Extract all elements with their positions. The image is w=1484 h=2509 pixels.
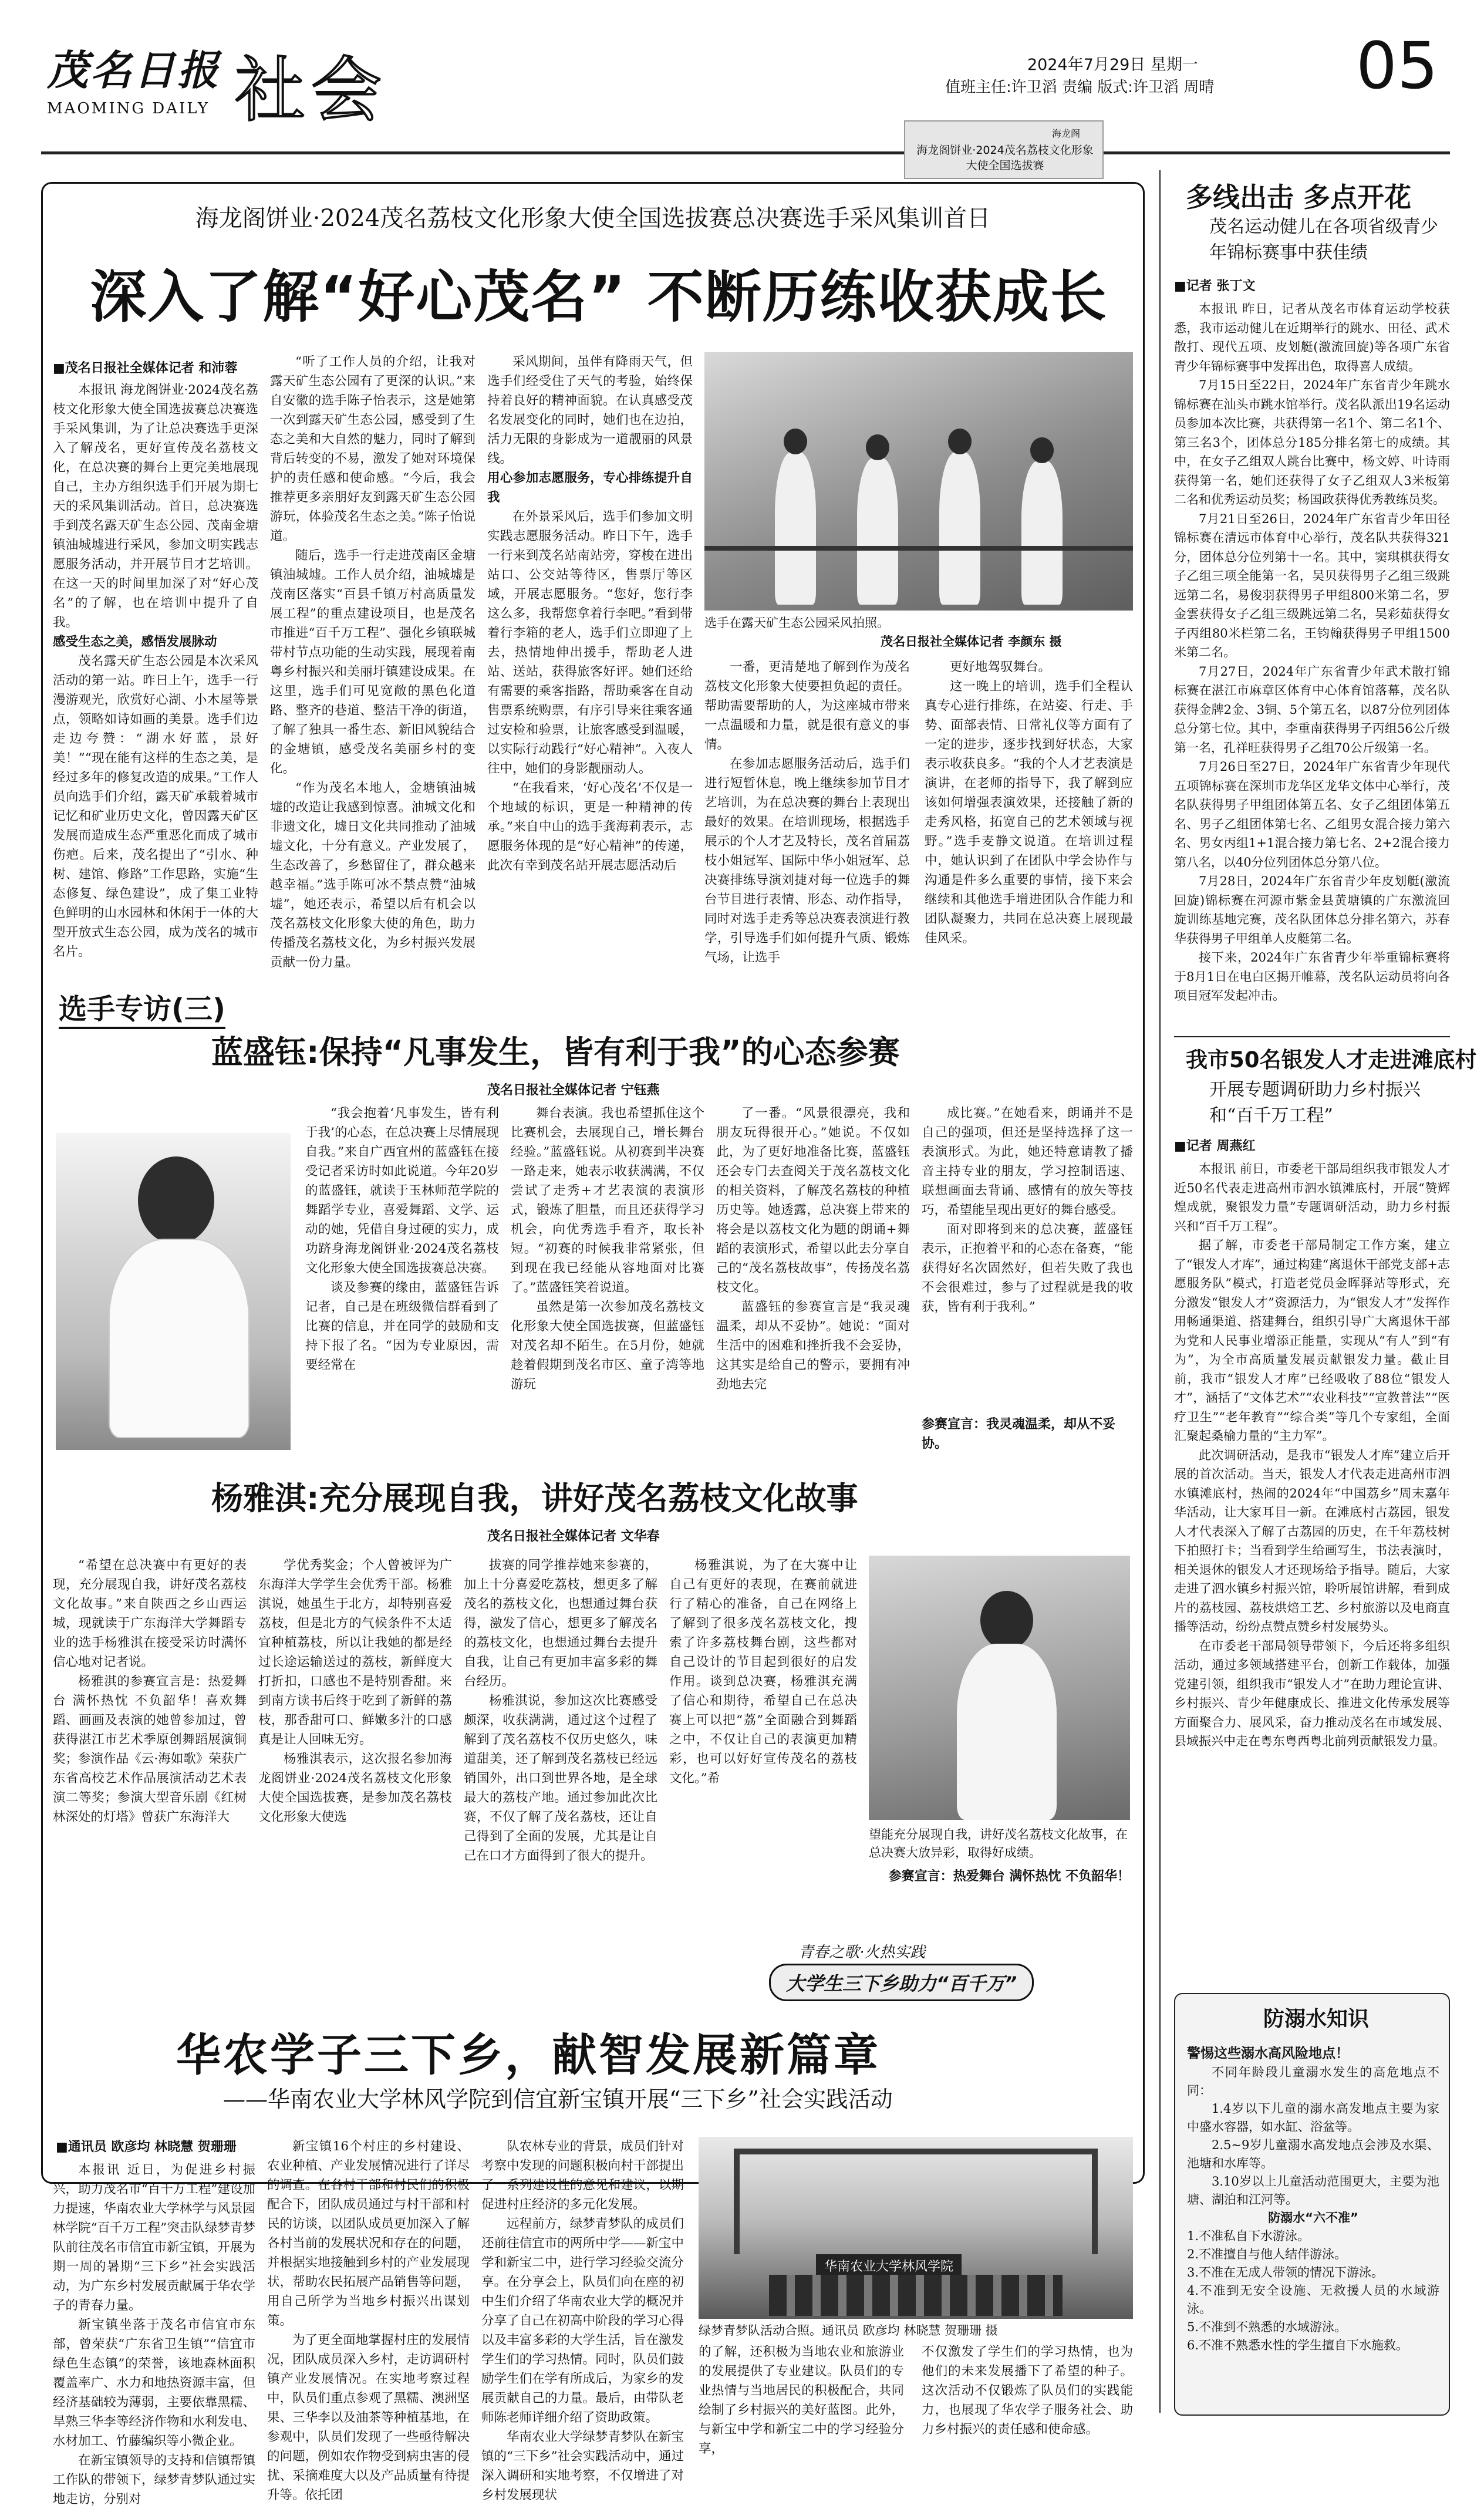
interview-2-portrait [869,1556,1130,1820]
subheading: 用心参加志愿服务，专心排练提升自我 [487,471,693,505]
feature-byline: ■通讯员 欧彦均 林晓慧 贺珊珊 [56,2140,237,2154]
paragraph: 7月21日至26日，2024年广东省青少年田径锦标赛在清远市体育中心举行，茂名队共获得321分，团体总分位列第十一名。其中，窦琪棋获得女子乙组三项全能第一名，吴贝获得男子乙组三级跳远第二名，易俊羽获得男子甲组800米第二名，罗金雲获得女子乙组三级跳远第二名，吴彩茹获得女子丙组80米栏第二名，王钧翰获得男子甲组1500米第二名。 [1174,511,1450,659]
interview-2-col-3 [464,1556,657,1920]
interview-2-motto: 参赛宣言：热爱舞台 满怀热忱 不负韶华！ [888,1869,1130,1884]
page-number: 05 [1356,28,1438,103]
paragraph: “我会抱着‘凡事发生，皆有利于我’的心态，在总决赛上尽情展现自我。”来自广西宜州的蓝盛钰在接受记者采访时如此说道。今年20岁的蓝盛钰，就读于玉林师范学院的舞蹈学专业，喜爱舞蹈、文学、运动的她，凭借自身过硬的实力，成功跻身海龙阁饼业·2024茂名荔枝文化形象大使全国选拔赛总决赛。 [305,1106,499,1276]
paragraph: 在参加志愿服务活动后，选手们进行短暂休息，晚上继续参加节目才艺培训，为在总决赛的舞台上表现出最好的效果。在培训现场，根据选手展示的个人才艺及特长，茂名首届荔枝小姐冠军、国际中华小姐冠军、总决赛排练导演刘捷对每一位选手的舞台节目进行表情、形态、动作指导，同时对选手走秀等总决赛表演进行教学，引导选手们如何提升气质、锻炼气场，让选手 [704,757,910,965]
paragraph: “在我看来，‘好心茂名’不仅是一个地域的标识，更是一种精神的传承。”来自中山的选手龚海莉表示，志愿服务体现的是“好心精神”的传递，此次有幸到茂名站开展志愿活动后 [487,781,693,873]
list-item: 4.不准到无安全设施、无救援人员的水域游泳。 [1187,2284,1439,2316]
event-badge [904,120,1104,179]
interview-1-title: 蓝盛钰:保持“凡事发生，皆有利于我”的心态参赛 [211,1034,900,1071]
silver-talent-subtitle: 开展专题调研助力乡村振兴和“百千万工程” [1209,1080,1421,1126]
paragraph: 本报讯 海龙阁饼业·2024茂名荔枝文化形象大使全国选拔赛总决赛选手采风集训，为了让总决赛选手更深入了解茂名，更好宣传茂名荔枝文化，在总决赛的舞台上更完美地展现自己，主办方组织选手们开展为期七天的采风集训活动。首日，总决赛选手到茂名露天矿生态公园、茂南金塘镇油城墟进行采风，参加文明实践志愿服务活动，并开展节目才艺培训。在这一天的时间里加深了对“好心茂名”的了解，也在培训中提升了自我。 [53,383,258,630]
paragraph: 谈及参赛的缘由，蓝盛钰告诉记者，自己是在班级微信群看到了比赛的信息，并在同学的鼓励和支持下报了名。“因为专业原因，需要经常在 [305,1280,499,1372]
masthead-rule [41,151,1450,154]
sports-byline: ■记者 张丁文 [1174,279,1256,294]
paragraph: 本报讯 前日，市委老干部局组织我市银发人才近50名代表走进高州市泗水镇滩底村，开展“赞辉煌成就，聚银发力量”专题调研活动，助力乡村振兴和“百千万工程”。 [1174,1162,1450,1233]
paragraph: 7月28日，2024年广东省青少年皮划艇(激流回旋)锦标赛在河源市紫金县黄塘镇的广东激流回旋训练基地完赛，茂名队团体总分排名第六，苏春华获得男子甲组单人皮艇第二名。 [1174,874,1450,946]
paragraph: 这一晚上的培训，选手们全程认真专心进行排练，在站姿、行走、手势、面部表情、日常礼仪等方面有了一定的进步，逐步找到好状态，大家表示收获良多。“我的个人才艺表演是演讲，在老师的指导下，我了解到应该如何增强表演效果，还接触了新的走秀风格，拓宽自己的艺术领域与视野。”选手麦静文说道。在培训过程中，她认识到了在团队中学会协作与沟通是件多么重要的事情，接下来会继续和其他选手增进团队合作能力和团队凝聚力，共同在总决赛上展现最佳风采。 [925,679,1133,946]
paragraph: 本报讯 近日，为促进乡村振兴，助力茂名市“百千万工程”建设加力提速，华南农业大学林学与风景园林学院“百千万工程”突击队绿梦青梦队前往茂名市信宜市新宝镇，开展为期一周的暑期“三下乡”社会实践活动，为广东乡村发展贡献属于华农学子的青春力量。 [53,2163,255,2313]
badge-text: 海龙阁饼业·2024茂名荔枝文化形象大使全国选拔赛 [916,144,1094,172]
feature-col-1 [53,2160,255,2507]
drowning-safety-box [1174,1993,1450,2416]
paragraph: 此次调研活动，是我市“银发人才库”建立后开展的首次活动。当天，银发人才代表走进高州市泗水镇滩底村，热闹的2024年“中国荔乡”周末嘉年华活动，让大家耳目一新。在滩底村古荔园，银发人才代表深入了解了古荔园的历史，在千年荔枝树下拍照打卡；当看到学生给画写生，书法表演时，相关退休的银发人才还现场给予指导。随后，大家走进了泗水镇乡村振兴馆，聆听展馆讲解，看到成片的荔枝园、荔枝烘焙工艺、乡村旅游以及电商直播等活动，纷纷点赞点赞乡村发展势头。 [1174,1448,1450,1634]
silver-talent-title: 我市50名银发人才走进滩底村 [1186,1047,1477,1073]
banner-main: 大学生三下乡助力“百千万” [769,1964,1034,2001]
lead-photo-caption: 选手在露天矿生态公园采风拍照。 [704,616,889,630]
silver-talent-body [1174,1159,1450,1958]
paragraph: 据了解，市委老干部局制定工作方案，建立了“银发人才库”，通过构建“离退休干部党支部+志愿服务队”模式，打造老党员金晖驿站等形式，充分激发“银发人才”资源活力，为“银发人才”发挥作用畅通渠道、搭建舞台，组织引导广大离退休干部为党和人民事业增添正能量，实现从“有人”到“有为”，为全市高质量发展贡献银发力量。截止目前，我市“银发人才库”已经吸收了88位“银发人才”，涵括了“文体艺术”“农业科技”“宣教普法”“医疗卫生”“老年教育”“综合类”等几个专家组，全面汇聚起桑榆力量的“主力军”。 [1174,1238,1450,1443]
interview-1-portrait [56,1133,291,1450]
safety-text [1187,2063,1439,2410]
editor-credits: 值班主任:许卫滔 责编 版式:许卫滔 周晴 [945,79,1215,96]
paragraph: 7月26日至27日，2024年广东省青少年现代五项锦标赛在深圳市龙华区龙华文体中心举行，茂名队获得男子甲组团体第五名、女子乙组团体第五名、男子乙组团体第七名、乙组男女混合接力第六名、男女丙组1+1混合接力第七名、2+2混合接力第八名，以40分位列团体总分第八位。 [1174,760,1450,869]
safety-title: 防溺水知识 [1263,2007,1370,2031]
paragraph: 本报讯 昨日，记者从茂名市体育运动学校获悉，我市运动健儿在近期举行的跳水、田径、武术散打、现代五项、皮划艇(激流回旋)等各项广东省青少年锦标赛事中发挥出色，取得喜人成绩。 [1174,302,1450,373]
paragraph: 远程前方，绿梦青梦队的成员们还前往信宜市的两所中学——新宝中学和新宝二中，进行学习经验交流分享。在分享会上，队员们向在座的初中生们介绍了华南农业大学的概况并分享了自己在初高中阶段的学习心得以及丰富多彩的大学生活，旨在激发学生们的学习热情。同时，队员们鼓励学生们在学有所成后，为家乡的发展贡献自己的力量。最后，由带队老师陈老师详细介绍了资助政策。 [481,2217,684,2425]
interview-2-col-1 [53,1556,247,1920]
lead-col-5 [925,657,1133,974]
list-item: 1.4岁以下儿童的溺水高发地点主要为家中盛水容器，如水缸、浴盆等。 [1187,2102,1439,2134]
feature-subtitle: ——华南农业大学林风学院到信宜新宝镇开展“三下乡”社会实践活动 [223,2086,893,2112]
lead-col-1 [53,380,258,967]
paragraph: 更好地驾驭舞台。 [950,660,1051,675]
paragraph: 杨雅淇说，为了在大赛中让自己有更好的表现，在赛前就进行了精心的准备，自己在网络上了解到了很多茂名荔枝文化，搜索了许多荔枝舞台剧，这些都对自己设计的节目起到很好的启发作用。谈到总决赛，杨雅淇充满了信心和期待，希望自己在总决赛上可以把“荔”全面融合到舞蹈之中，不仅让自己的表演更加精彩，也可以好好宣传茂名的荔枝文化。”希 [669,1558,857,1786]
list-item: 2.不准擅自与他人结伴游泳。 [1187,2247,1347,2261]
paragraph: 杨雅淇说，参加这次比赛感受颇深，收获满满，通过这个过程了解到了茂名荔枝不仅历史悠久，味道甜美，还了解到茂名荔枝已经远销国外，出口到世界各地，是全球最大的荔枝产地。通过参加此次比赛，不仅了解了茂名荔枝，还让自己得到了全面的发展，尤其是让自己在口才方面得到了很大的提升。 [464,1694,657,1863]
sports-title: 多线出击 多点开花 [1186,181,1412,213]
paragraph: 在新宝镇领导的支持和信镇帮镇工作队的带领下，绿梦青梦队通过实地走访，分别对 [53,2453,255,2507]
paragraph: 随后，选手一行走进茂南区金塘镇油城墟。工作人员介绍，油城墟是茂南区落实“百县千镇万村高质量发展工程”的重点建设项目，也是茂名市推进“百千万工程”、强化乡镇联城带村节点功能的生动实践，展现着南粤乡村振兴和美丽圩镇建设成果。在这里，选手们可见宽敞的黑色化道路、整齐的巷道、整洁干净的街道，了解了独具一番生态、新旧风貌结合的金塘镇，感受茂名美丽乡村的变化。 [270,548,475,776]
safety-lead: 警惕这些溺水高风险地点！ [1187,2046,1349,2061]
interview-1-col-4 [922,1104,1133,1409]
paragraph: 不同年龄段儿童溺水发生的高危地点不同： [1187,2065,1439,2097]
paragraph: 虽然是第一次参加茂名荔枝文化形象大使全国选拔赛，但蓝盛钰对茂名却不陌生。在5月份，她就趁着假期到茂名市区、童子湾等地游玩 [511,1300,704,1392]
interview-1-col-1 [305,1104,499,1456]
lead-photo-credit: 茂名日报社全媒体记者 李颜东 摄 [881,635,1062,649]
feature-photo [699,2137,1133,2319]
paragraph: 在市委老干部局领导带领下，今后还将多组织活动，通过多领域搭建平台，创新工作载体，加强党建引领，组织我市“银发人才”在助力理论宣讲、乡村振兴、青少年健康成长、推进文化传承发展等方面聚合力、展风采，奋力推动茂名在市域发展、县域振兴中走在粤东粤西粤北前列贡献银发力量。 [1174,1638,1450,1748]
banner-top: 青春之歌·火热实践 [798,1944,926,1961]
paragraph: 新宝镇坐落于茂名市信宜市东部，曾荣获“广东省卫生镇”“信宜市绿色生态镇”的荣誉，该地森林面积覆盖率广、水力和地热资源丰富，但经济基础较为薄弱，主要依靠黑糯、旱熟三华李等经济作物和水利发电、水材加工、竹藤编织等小微企业。 [53,2318,255,2449]
list-item: 3.10岁以上儿童活动范围更大，主要为池塘、湖泊和江河等。 [1187,2174,1439,2207]
right-column-divider [1159,170,1161,2413]
list-item: 3.不准在无成人带领的情况下游泳。 [1187,2265,1384,2279]
right-section-rule [1174,1036,1450,1037]
interview-2-col-2 [258,1556,452,1920]
issue-date: 2024年7月29日 星期一 [1027,56,1198,74]
lead-photo [704,352,1133,611]
paragraph: 杨雅淇表示，这次报名参加海龙阁饼业·2024茂名荔枝文化形象大使全国选拔赛，是参加茂名荔枝文化形象大使选 [258,1752,452,1825]
paragraph: 杨雅淇的参赛宣言是：热爱舞台 满怀热忱 不负韶华！喜欢舞蹈、画画及表演的她曾参加过，曾获得湛江市艺术季原创舞蹈展演铜奖；参演作品《云·海如歌》荣获广东省高校艺术作品展演活动艺术表演二等奖；参演大型音乐剧《红树林深处的灯塔》曾获广东海洋大 [53,1674,247,1825]
paragraph: 不仅激发了学生们的学习热情，也为他们的未来发展播下了希望的种子。这次活动不仅锻炼了队员们的实践能力，也展现了华农学子服务社会、助力乡村振兴的责任感和使命感。 [922,2345,1133,2437]
paragraph: 拔赛的同学推荐她来参赛的，加上十分喜爱吃荔枝，想更多了解茂名的荔枝文化，也想通过舞台获得，激发了信心，想更多了解茂名的荔枝文化，也想通过舞台去提升自我，让自己有更加丰富多彩的舞台经历。 [464,1558,657,1689]
paragraph: “希望在总决赛中有更好的表现，充分展现自我，讲好茂名荔枝文化故事。”来自陕西之乡山西运城，现就读于广东海洋大学舞蹈专业的选手杨雅淇在接受采访时满怀信心地对记者说。 [53,1558,247,1670]
lead-col-3 [487,352,693,974]
paragraph: 新宝镇16个村庄的乡村建设、农业种植、产业发展情况进行了详尽的调查。在各村干部和村民们的积极配合下，团队成员通过与村干部和村民的访谈，以团队成员更加深入了解各村当前的发展状况和存在的问题，并根据实地接触到乡村的产业发展现状，帮助农民拓展产品销售等问题，用自己所学为当地乡村振兴出谋划策。 [267,2139,470,2328]
list-item: 1.不准私自下水游泳。 [1187,2229,1310,2243]
feature-photo-caption: 绿梦青梦队活动合照。通讯员 欧彦均 林晓慧 贺珊珊 摄 [699,2323,998,2338]
feature-col-4 [699,2342,904,2456]
subheading: 感受生态之美，感悟发展脉动 [53,635,217,649]
interview-2-title: 杨雅淇:充分展现自我，讲好茂名荔枝文化故事 [211,1480,858,1517]
list-item: 6.不准不熟悉水性的学生擅自下水施救。 [1187,2338,1409,2352]
paragraph: 7月15日至22日，2024年广东省青少年跳水锦标赛在汕头市跳水馆举行。茂名队派出19名运动员参加本次比赛，共获得第一名1个、第二名1个、第三名3个，团体总分185分排名第七的成绩。其中，在女子乙组双人跳台比赛中，杨文婷、叶诗雨获得第一名，她们还获得了女子乙组双人3米板第二名和优秀运动员奖；杨国政获得优秀教练员奖。 [1174,378,1450,507]
section-title: 社会 [235,50,387,131]
paragraph: 华南农业大学绿梦青梦队在新宝镇的“三下乡”社会实践活动中，通过深入调研和实地考察，不仅增进了对乡村发展现状 [481,2430,684,2503]
interview-2-byline: 茂名日报社全媒体记者 文华春 [487,1529,660,1544]
paragraph: 一番，更清楚地了解到作为茂名荔枝文化形象大使要担负起的责任。帮助需要帮助的人，为这座城市带来一点温暖和力量，就是很有意义的事情。 [704,660,910,752]
paragraph: 了一番。“风景很漂亮，我和朋友玩得很开心。”她说。不仅如此，为了更好地准备比赛，蓝盛钰还会专门去查阅关于茂名荔枝文化的相关资料，了解茂名荔枝的种植历史等。她透露，总决赛上带来的将会是以荔枝文化为题的朗诵+舞蹈的表演形式，希望以此去分享自己的“茂名荔枝故事”，传扬茂名荔枝文化。 [716,1106,910,1295]
paragraph: 的了解，还积极为当地农业和旅游业的发展提供了专业建议。队员们的专业热情与当地居民的积极配合，共同绘制了乡村振兴的美好蓝图。此外，与新宝中学和新宝二中的学习经验分享， [699,2345,904,2456]
lead-col-2 [270,352,475,974]
paragraph: “听了工作人员的介绍，让我对露天矿生态公园有了更深的认识。”来自安徽的选手陈子怡表示，这是她第一次到露天矿生态公园，感受到了生态之美和大自然的魅力，同时了解到背后转变的不易，激发了她对环境保护的责任感和使命感。“今后，我会推荐更多亲朋好友到露天矿生态公园游玩，体验茂名生态之美。”陈子怡说道。 [270,355,475,544]
series-label: 选手专访(三) [59,986,225,1029]
list-item: 2.5~9岁儿童溺水高发地点会涉及水渠、池塘和水库等。 [1187,2138,1439,2170]
list-item: 5.不准到不熟悉的水域游泳。 [1187,2320,1347,2334]
interview-1-byline: 茂名日报社全媒体记者 宁钰燕 [487,1083,660,1098]
sports-subtitle: 茂名运动健儿在各项省级青少年锦标赛事中获佳绩 [1209,217,1438,263]
paragraph: 学优秀奖金；个人曾被评为广东海洋大学学生会优秀干部。杨雅淇说，她虽生于北方，却特别喜爱荔枝，但是北方的气候条件不太适宜种植荔枝，所以让我她的都是经过长途运输送过的荔枝，新鲜度大打折扣，口感也不是特别香甜。来到南方读书后终于吃到了新鲜的荔枝，那香甜可口、鲜嫩多汁的口感真是让人回味无穷。 [258,1558,452,1747]
masthead [41,28,1450,146]
paragraph: 采风期间，虽伴有降雨天气，但选手们经受住了天气的考验，始终保持着良好的精神面貌。在认真感受茂名发展变化的同时，她们也在边拍，活力无限的身影成为一道靓丽的风景线。 [487,355,693,466]
feature-banner [751,1940,1133,2005]
paragraph: 7月27日，2024年广东省青少年武术散打锦标赛在湛江市麻章区体育中心体育馆落幕，茂名队获得金牌2金、3铜、5个第五名，以87分位列团体总分第七位。其中，李重南获得男子丙组56公斤级第一名，孔祥旺获得男子乙组70公斤级第一名。 [1174,664,1450,755]
feature-col-2 [267,2137,470,2503]
lead-title: 深入了解“好心茂名” 不断历练收获成长 [90,264,1108,330]
paragraph: 接下来，2024年广东省青少年举重锦标赛将于8月1日在电白区揭开帷幕，茂名队运动员将向各项目冠军发起冲击。 [1174,950,1450,1003]
lead-byline: ■茂名日报社全媒体记者 和沛蓉 [53,361,238,376]
interview-2-col-4 [669,1556,857,1920]
badge-logo: 海龙阁 [1052,128,1081,139]
paragraph: 在外景采风后，选手们参加文明实践志愿服务活动。昨日下午，选手一行来到茂名站南站旁，穿梭在进出站口、公交站等待区，售票厅等区域，开展志愿服务。“您好，您行李这么多，我帮您拿着行李吧。”看到带着行李箱的老人，选手们立即迎了上去，热情地伸出援手，帮助老人进站、送站，获得旅客好评。她们还给有需要的乘客指路，帮助乘客在自动售票系统购票，有序引导来往乘客通过安检和验票，让旅客感受到温暖，以实际行动践行“好心精神”。入夜人往中，她们的身影靓丽动人。 [487,510,693,776]
paragraph: “作为茂名本地人，金塘镇油城墟的改造让我感到惊喜。油城文化和非遗文化，墟日文化共同推动了油城墟文化，十分有意义。产业发展了，生态改善了，乡愁留住了，群众越来越幸福。”选手陈可冰不禁点赞“油城墟”，她还表示，希望以后有机会以茂名荔枝文化形象大使的角色，助力传播茂名荔枝文化，为乡村振兴发展贡献一份力量。 [270,781,475,970]
lead-col-4 [704,657,910,974]
paragraph: 茂名露天矿生态公园是本次采风活动的第一站。昨日上午，选手一行漫游观光，欣赏好心湖、小木屋等景点，领略如诗如画的美景。选手们边走边夸赞：“湖水好蓝，景好美！”“现在能有这样的生态之美，是经过多年的修复改造的成果。”工作人员向选手们介绍，露天矿承载着城市记忆和矿业历史文化，曾因露天矿区发展而造成生态严重恶化而成了城市伤疤。后来，茂名提出了“引水、种树、建馆、修路”工作思路，实施“生态修复、绿色建设”，成了集工业特色鲜明的山水园林和休闲于一体的大型开放式生态公园，成为茂名的城市名片。 [53,654,258,959]
lead-kicker: 海龙阁饼业·2024茂名荔枝文化形象大使全国选拔赛总决赛选手采风集训首日 [195,205,991,232]
photo-signboard: 华南农业大学林风学院 [816,2254,962,2277]
interview-1-col-2 [511,1104,704,1456]
silver-talent-byline: ■记者 周燕红 [1174,1139,1256,1154]
feature-col-3 [481,2137,684,2503]
interview-1-motto: 参赛宣言：我灵魂温柔，却从不妥协。 [922,1417,1116,1451]
paragraph: 队农林专业的背景，成员们针对考察中发现的问题积极向村干部提出了一系列建设性的意见和建议，以期促进村庄经济的多元化发展。 [481,2139,684,2212]
paragraph: 成比赛。”在她看来，朗诵并不是自己的强项，但还是坚持选择了这一表演形式。为此，她还特意请教了播音主持专业的朋友，学习控制语速、联想画面去背诵、感情有的放矢等技巧，希望能呈现出更好的舞台感受。 [922,1106,1133,1218]
safety-rule-title: 防溺水“六不准” [1268,2211,1358,2225]
paragraph: 舞台表演。我也希望抓住这个比赛机会，去展现自己，增长舞台经验。”蓝盛钰说。从初赛到半决赛一路走来，她表示收获满满，不仅尝试了走秀+才艺表演的表演形式，锻炼了胆量，而且还获得学习机会，向优秀选手看齐，取长补短。“初赛的时候我非常紧张，但到现在我已经能从容地面对比赛了。”蓝盛钰笑着说道。 [511,1106,704,1295]
feature-col-5 [922,2342,1133,2437]
paragraph: 蓝盛钰的参赛宣言是“我灵魂温柔，却从不妥协”。她说：“面对生活中的困难和挫折我不会妥协，这其实是给自己的警示，要拥有冲劲地去完 [716,1300,910,1392]
paper-logo: 茂名日报 [47,46,221,95]
interview-1-col-3 [716,1104,910,1456]
paragraph: 面对即将到来的总决赛，蓝盛钰表示，正抱着平和的心态在备赛，“能获得好名次固然好，但若失败了我也不会很难过，参与了过程就是我的收获，皆有利于我利。” [922,1222,1133,1314]
paper-logo-en: MAOMING DAILY [47,100,210,117]
interview-2-photo-caption: 望能充分展现自我，讲好茂名荔枝文化故事，在总决赛大放异彩，取得好成绩。 [869,1827,1128,1860]
sports-body [1174,299,1450,1003]
feature-title: 华农学子三下乡，献智发展新篇章 [176,2029,881,2081]
paragraph: 为了更全面地掌握村庄的发展情况，团队成员深入乡村，走访调研村镇产业发展情况。在实地考察过程中，队员们重点参观了黑糯、澳洲坚果、三华李以及油茶等种植基地，在参观中，队员们发现了一些亟待解决的问题，例如农作物受到病虫害的侵扰、采摘难度大以及产品质量有待提升等。依托团 [267,2333,470,2503]
